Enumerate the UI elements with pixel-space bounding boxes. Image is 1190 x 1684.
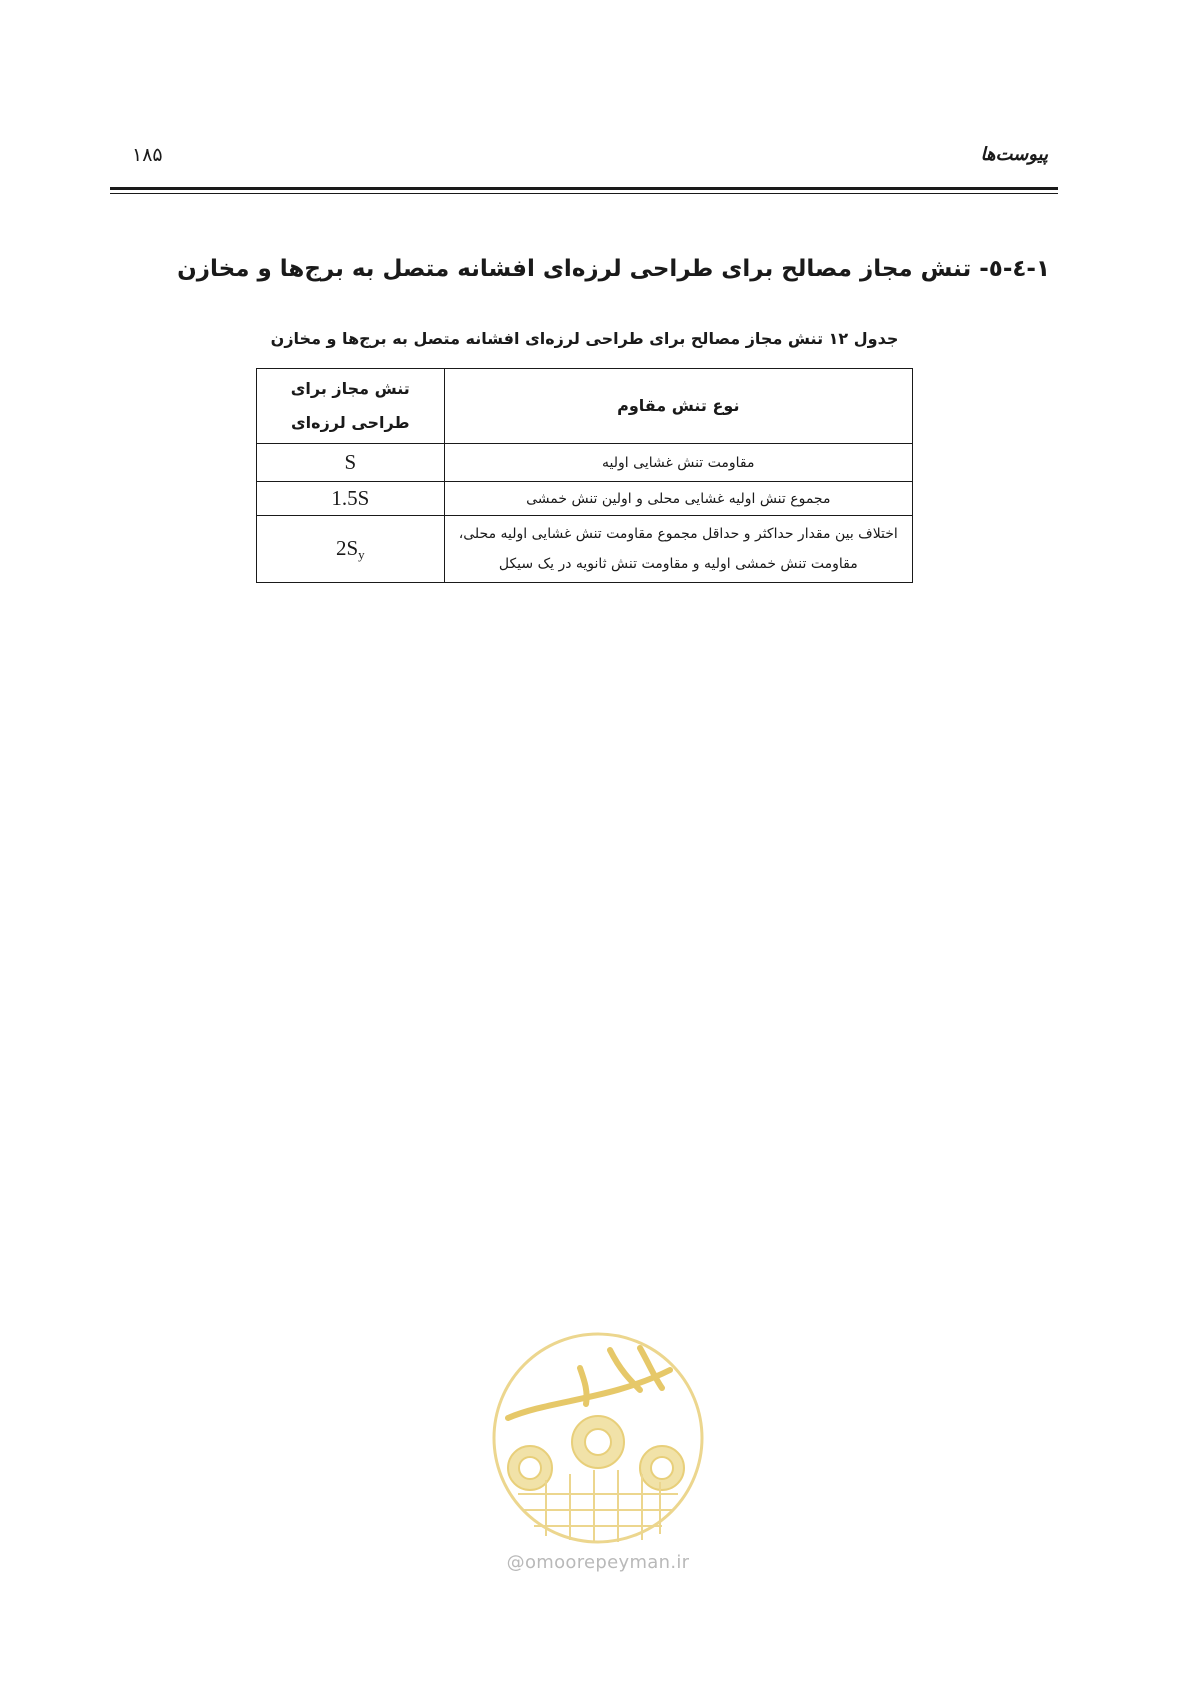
watermark-logo-icon <box>490 1330 706 1546</box>
row-description-line1: اختلاف بین مقدار حداکثر و حداقل مجموع مقاومت تنش غشایی اولیه محلی، <box>458 526 898 542</box>
row-value: S <box>257 444 445 482</box>
header-rule-thin <box>110 193 1058 194</box>
table-header-row <box>257 369 913 444</box>
allowable-stress-table <box>256 368 913 583</box>
running-section-label: پیوست‌ها <box>980 144 1048 165</box>
row-description: مقاومت تنش غشایی اولیه <box>444 444 912 482</box>
watermark-url: @omoorepeyman.ir <box>506 1552 690 1573</box>
value-main: 2S <box>335 535 359 560</box>
table-row <box>257 444 913 482</box>
header-allowable-line1: تنش مجاز برای <box>290 379 410 398</box>
page-number: ۱۸۵ <box>132 144 163 166</box>
header-allowable-line2: طراحی لرزه‌ای <box>291 413 410 432</box>
value-subscript: y <box>358 546 365 562</box>
row-value: 1.5S <box>257 482 445 516</box>
row-value <box>257 516 445 583</box>
row-description: مجموع تنش اولیه غشایی محلی و اولین تنش خمشی <box>444 482 912 516</box>
header-rule-thick <box>110 187 1058 190</box>
table-row <box>257 482 913 516</box>
row-description-line2: مقاومت تنش خمشی اولیه و مقاومت تنش ثانویه در یک سیکل <box>498 556 858 572</box>
table-row <box>257 516 913 583</box>
section-heading: ۱-٤-٥- تنش مجاز مصالح برای طراحی لرزه‌ای افشانه متصل به برج‌ها و مخازن <box>177 256 1050 282</box>
table-caption: جدول ۱۲ تنش مجاز مصالح برای طراحی لرزه‌ای افشانه متصل به برج‌ها و مخازن <box>270 329 899 348</box>
header-allowable-stress <box>257 369 445 444</box>
header-stress-type: نوع تنش مقاوم <box>444 369 912 444</box>
row-description <box>444 516 912 583</box>
running-header <box>110 142 1058 176</box>
